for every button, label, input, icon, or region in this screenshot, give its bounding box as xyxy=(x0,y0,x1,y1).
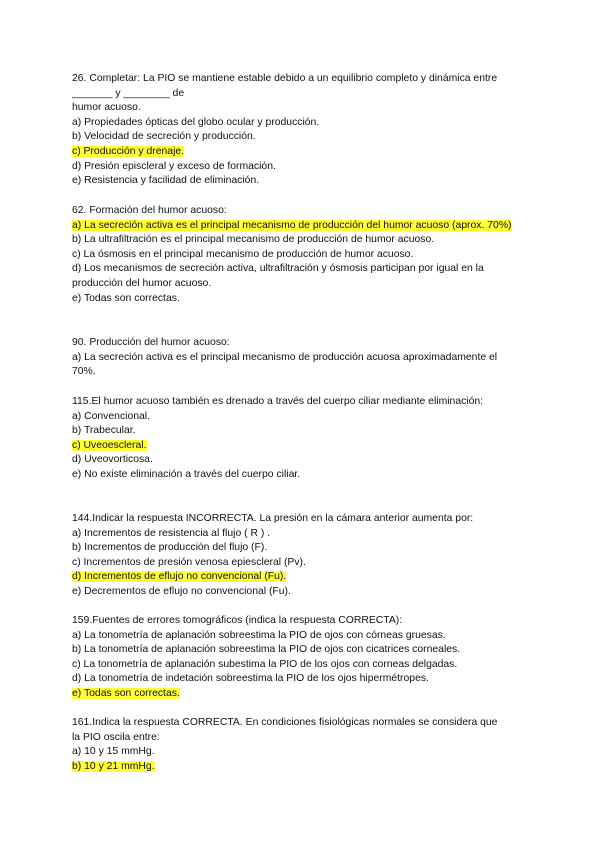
question-26 xyxy=(72,72,532,189)
answer-option: a) La secreción activa es el principal mecanismo de producción acuosa aproximadamente el xyxy=(72,351,498,363)
highlight: b) 10 y 21 mmHg. xyxy=(72,760,155,772)
question-stem-line: _______ y ________ de xyxy=(72,87,185,99)
question-stem-line: 90. Producción del humor acuoso: xyxy=(72,337,230,348)
answer-option: e) No existe eliminación a través del cuerpo ciliar. xyxy=(72,468,301,480)
question-115 xyxy=(72,395,532,483)
question-stem-line: la PIO oscila entre: xyxy=(72,731,160,743)
answer-option: c) La ósmosis en el principal mecanismo de producción de humor acuoso. xyxy=(72,248,414,260)
answer-option: b) Incrementos de producción del flujo (F). xyxy=(72,542,268,554)
answer-option: a) Incrementos de resistencia al flujo ( R ) . xyxy=(72,527,271,539)
answer-option: d) Uveovorticosa. xyxy=(72,454,153,466)
question-stem-line: humor acuoso. xyxy=(72,102,141,114)
answer-option-correct xyxy=(72,760,532,775)
answer-option-correct xyxy=(72,687,532,702)
question-stem-line: 115.El humor acuoso también es drenado a través del cuerpo ciliar mediante eliminación: xyxy=(72,396,484,407)
answer-option: producción del humor acuoso. xyxy=(72,277,212,289)
answer-option-correct xyxy=(72,570,532,585)
question-stem-line: 62. Formación del humor acuoso: xyxy=(72,205,227,216)
answer-option: b) Trabecular. xyxy=(72,425,136,437)
answer-option: b) La tonometría de aplanación sobreestima la PIO de ojos con cicatrices corneales. xyxy=(72,644,461,656)
answer-option: a) La tonometría de aplanación sobreestima la PIO de ojos con córneas gruesas. xyxy=(72,629,446,641)
answer-option: b) La ultrafiltración es el principal mecanismo de producción de humor acuoso. xyxy=(72,234,435,246)
question-159 xyxy=(72,614,532,702)
question-stem-line: 161.Indica la respuesta CORRECTA. En condiciones fisiológicas normales se considera que xyxy=(72,717,498,728)
answer-option-correct xyxy=(72,145,532,160)
question-stem-line: 144.Indicar la respuesta INCORRECTA. La presión en la cámara anterior aumenta por: xyxy=(72,513,474,524)
answer-option: e) Decrementos de eflujo no convencional (Fu). xyxy=(72,585,291,597)
highlight: c) Uveoescleral. xyxy=(72,439,147,451)
answer-option: a) 10 y 15 mmHg. xyxy=(72,746,155,758)
answer-option: c) La tonometría de aplanación subestima la PIO de los ojos con corneas delgadas. xyxy=(72,658,458,670)
highlight: c) Producción y drenaje. xyxy=(72,145,185,157)
answer-option: e) Todas son correctas. xyxy=(72,292,180,304)
answer-option: 70%. xyxy=(72,366,96,378)
question-90 xyxy=(72,336,532,380)
question-161 xyxy=(72,716,532,774)
question-stem-line: 26. Completar: La PIO se mantiene estable debido a un equilibrio completo y dinámica entre xyxy=(72,73,498,84)
answer-option: b) Velocidad de secreción y producción. xyxy=(72,131,256,143)
answer-option: a) Propiedades ópticas del globo ocular y producción. xyxy=(72,116,320,128)
answer-option: c) Incrementos de presión venosa epiescleral (Pv). xyxy=(72,556,306,568)
question-62 xyxy=(72,204,532,306)
answer-option-correct xyxy=(72,219,532,234)
answer-option: a) Convencional. xyxy=(72,410,150,422)
highlight: a) La secreción activa es el principal mecanismo de producción del humor acuoso (aprox. 70%) xyxy=(72,219,512,231)
answer-option: e) Resistencia y facilidad de eliminación. xyxy=(72,175,260,187)
question-stem-line: 159.Fuentes de errores tomográficos (indica la respuesta CORRECTA): xyxy=(72,615,403,626)
question-144 xyxy=(72,512,532,600)
highlight: d) Incrementos de eflujo no convencional (Fu). xyxy=(72,571,287,583)
highlight: e) Todas son correctas. xyxy=(72,687,180,699)
answer-option: d) Presión episcleral y exceso de formación. xyxy=(72,160,276,172)
answer-option-correct xyxy=(72,439,532,454)
answer-option: d) La tonometría de indetación sobreestima la PIO de los ojos hipermétropes. xyxy=(72,673,429,685)
answer-option: d) Los mecanismos de secreción activa, ultrafiltración y ósmosis participan por igual en la xyxy=(72,263,484,275)
